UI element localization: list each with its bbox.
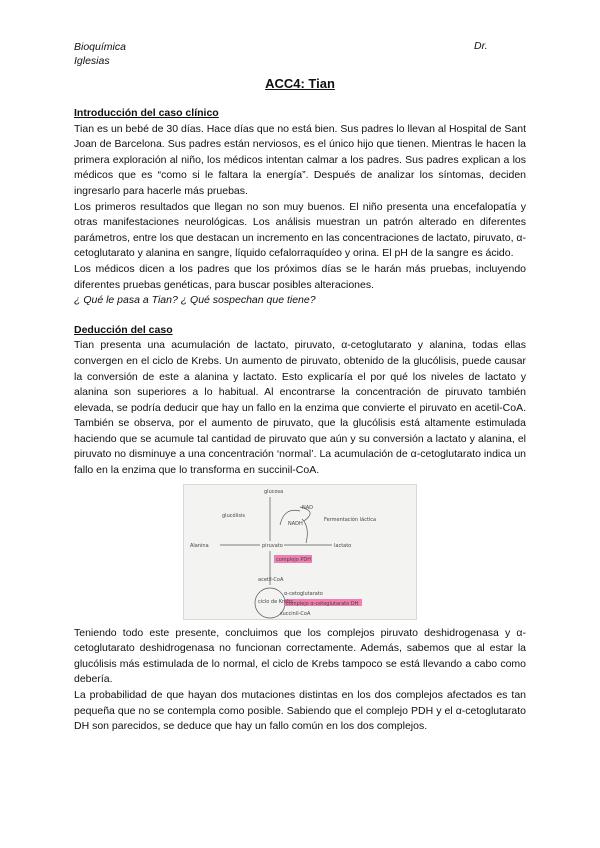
header-right: Dr. [474, 40, 488, 52]
label-akgdh: complejo α-cetoglutarato DH [286, 600, 359, 607]
deduction-heading: Deducción del caso [74, 323, 173, 336]
label-akg: α-cetoglutarato [284, 590, 323, 597]
header-author: Iglesias [74, 55, 110, 67]
label-fermentacion: Fermentación láctica [324, 516, 377, 523]
handwritten-diagram [183, 484, 417, 620]
label-acetil: acetil-CoA [258, 576, 284, 583]
metabolism-sketch [184, 485, 416, 619]
label-piruvato: piruvato [262, 542, 283, 549]
label-nad: NAD [302, 504, 314, 511]
deduction-paragraph-1: Tian presenta una acumulación de lactato, piruvato, α-cetoglutarato y alanina, todas ellas convergen en el ciclo de Krebs. Un aumento de piruvato, obtenido de la glucólisis, puede causar la conversión de este a alanina y lactato. Esto explicaría el por qué los niveles de lactato y alanina son superiores a lo habitual. Al encontrarse la concentración de piruvato también elevada, se podría deducir que hay un fallo en la enzima que convierte el piruvato en acetil-CoA. También se observa, por el aumento de piruvato, que la glucólisis está altamente estimulada haciendo que se acumule tal cantidad de piruvato que aún y su conversión a lactato y alanina, el piruvato no disminuye a una concentración ‘normal’. La acumulación de α-cetoglutarato indica un fallo en la enzima que lo transforma en succinil-CoA. [74, 339, 526, 477]
label-pdh: complejo PDH [276, 556, 311, 563]
header-subject: Bioquímica [74, 41, 126, 53]
label-glucosa: glucosa [264, 488, 284, 495]
document-title: ACC4: Tian [265, 76, 335, 91]
label-nadh: NADH [288, 520, 303, 527]
intro-paragraph-1: Tian es un bebé de 30 días. Hace días que no está bien. Sus padres lo llevan al Hospital de Sant Joan de Barcelona. Sus padres están nerviosos, es el único hijo que tienen. Mientras le hacen la primera exploración al niño, los médicos intentan calmar a los padres. Sus padres explican a los médicos que es “como si le faltara la energía”. Después de analizar los síntomas, deciden ingresarlo para hacerle más pruebas. [74, 122, 526, 197]
document-body [74, 106, 526, 735]
label-ciclo: ciclo de Krebs [258, 598, 293, 605]
intro-paragraph-2: Los primeros resultados que llegan no son muy buenos. El niño presenta una encefalopatía y otras manifestaciones neurológicas. Los análisis muestran un patrón alterado en diferentes parámetros, entre los que destacan un incremento en las concentraciones de lactato, piruvato, α-cetoglutarato y alanina en sangre, líquido cefalorraquídeo y orina. El pH de la sangre es ácido. [74, 200, 526, 260]
deduction-paragraph-3: La probabilidad de que hayan dos mutaciones distintas en los dos complejos afectados es tan pequeña que no se contempla como posible. Sabiendo que el complejo PDH y el α-cetoglutarato DH son parecidos, se deduce que hay un fallo común en los dos complejos. [74, 689, 526, 733]
label-glucolisis: glucólisis [222, 512, 245, 519]
label-alanina: Alanina [190, 542, 209, 549]
label-lactato: lactato [334, 542, 352, 549]
intro-paragraph-3: Los médicos dicen a los padres que los próximos días se le harán más pruebas, incluyendo diferentes pruebas genéticas, para buscar posibles alteraciones. [74, 262, 526, 291]
label-succinil: succinil-CoA [280, 610, 311, 617]
header-left [74, 40, 126, 68]
intro-question: ¿ Qué le pasa a Tian? ¿ Qué sospechan que tiene? [74, 294, 316, 307]
deduction-paragraph-2: Teniendo todo este presente, concluimos que los complejos piruvato deshidrogenasa y α-cetoglutarato deshidrogenasa no funcionan correctamente. Además, sabemos que al estar la glucólisis más estimulada de lo normal, el ciclo de Krebs tampoco se está llevando a cabo como debería. [74, 626, 526, 686]
intro-heading: Introducción del caso clínico [74, 107, 219, 119]
